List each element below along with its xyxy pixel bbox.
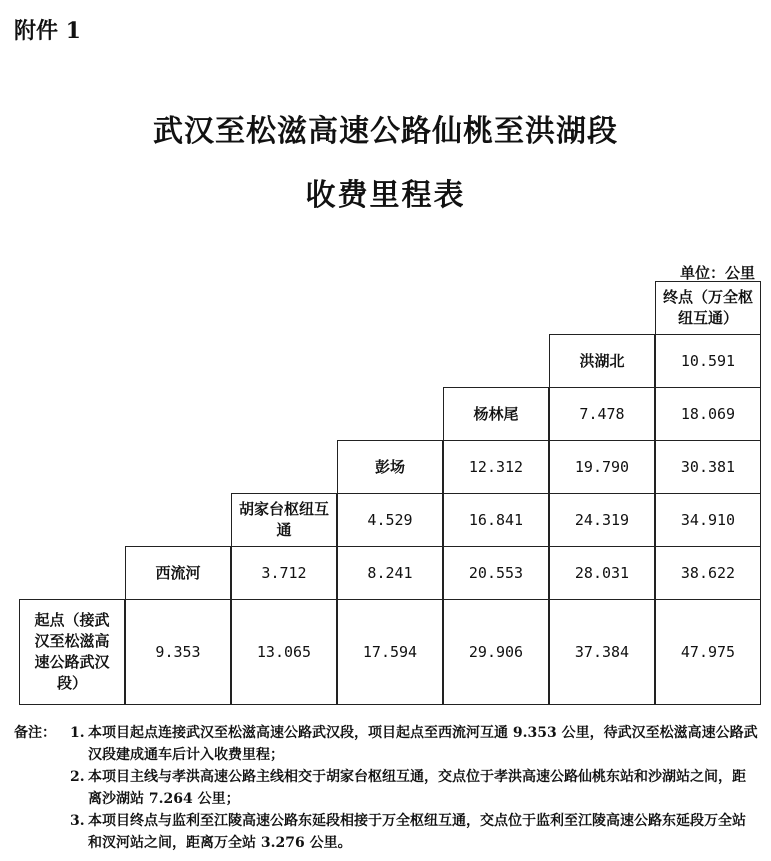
station-yanglinwei: 杨林尾 bbox=[443, 387, 549, 441]
distance-cell: 29.906 bbox=[443, 599, 549, 705]
note-number: 1. bbox=[70, 725, 85, 741]
note-item bbox=[14, 722, 759, 766]
note-number: 3. bbox=[70, 813, 85, 829]
distance-cell: 18.069 bbox=[655, 387, 761, 441]
distance-cell: 47.975 bbox=[655, 599, 761, 705]
distance-cell: 12.312 bbox=[443, 440, 549, 494]
distance-cell: 7.478 bbox=[549, 387, 655, 441]
distance-cell: 16.841 bbox=[443, 493, 549, 547]
distance-cell: 38.622 bbox=[655, 546, 761, 600]
note-text: 本项目起点连接武汉至松滋高速公路武汉段，项目起点至西流河互通 9.353 公里，待武汉至松滋高速公路武汉段建成通车后计入收费里程； bbox=[88, 725, 758, 763]
distance-cell: 8.241 bbox=[337, 546, 443, 600]
page-subtitle: 收费里程表 bbox=[305, 178, 466, 213]
note-item bbox=[14, 766, 759, 810]
distance-cell: 20.553 bbox=[443, 546, 549, 600]
station-xiliuhe: 西流河 bbox=[125, 546, 231, 600]
note-text: 本项目终点与监利至江陵高速公路东延段相接于万全枢纽互通，交点位于监利至江陵高速公路东延段万全站和汊河站之间，距离万全站 3.276 公里。 bbox=[88, 813, 746, 851]
note-number: 2. bbox=[70, 769, 85, 785]
distance-cell: 37.384 bbox=[549, 599, 655, 705]
attachment-label: 附件 1 bbox=[14, 18, 81, 44]
distance-cell: 30.381 bbox=[655, 440, 761, 494]
distance-cell: 4.529 bbox=[337, 493, 443, 547]
distance-cell: 19.790 bbox=[549, 440, 655, 494]
distance-cell: 28.031 bbox=[549, 546, 655, 600]
note-item bbox=[14, 810, 759, 854]
unit-label: 单位：公里 bbox=[679, 264, 755, 282]
distance-cell: 34.910 bbox=[655, 493, 761, 547]
distance-cell: 24.319 bbox=[549, 493, 655, 547]
page-title: 武汉至松滋高速公路仙桃至洪湖段 bbox=[153, 114, 618, 149]
station-end: 终点（万全枢纽互通） bbox=[655, 281, 761, 335]
station-hujiatai: 胡家台枢纽互通 bbox=[231, 493, 337, 547]
distance-cell: 3.712 bbox=[231, 546, 337, 600]
distance-cell: 9.353 bbox=[125, 599, 231, 705]
notes-section bbox=[14, 722, 759, 854]
distance-cell: 10.591 bbox=[655, 334, 761, 388]
station-start: 起点（接武汉至松滋高速公路武汉段） bbox=[19, 599, 125, 705]
station-honghubei: 洪湖北 bbox=[549, 334, 655, 388]
station-pengchang: 彭场 bbox=[337, 440, 443, 494]
distance-cell: 13.065 bbox=[231, 599, 337, 705]
note-text: 本项目主线与孝洪高速公路主线相交于胡家台枢纽互通，交点位于孝洪高速公路仙桃东站和沙湖站之间，距离沙湖站 7.264 公里； bbox=[88, 769, 746, 807]
notes-lead: 备注： bbox=[14, 725, 56, 741]
distance-cell: 17.594 bbox=[337, 599, 443, 705]
